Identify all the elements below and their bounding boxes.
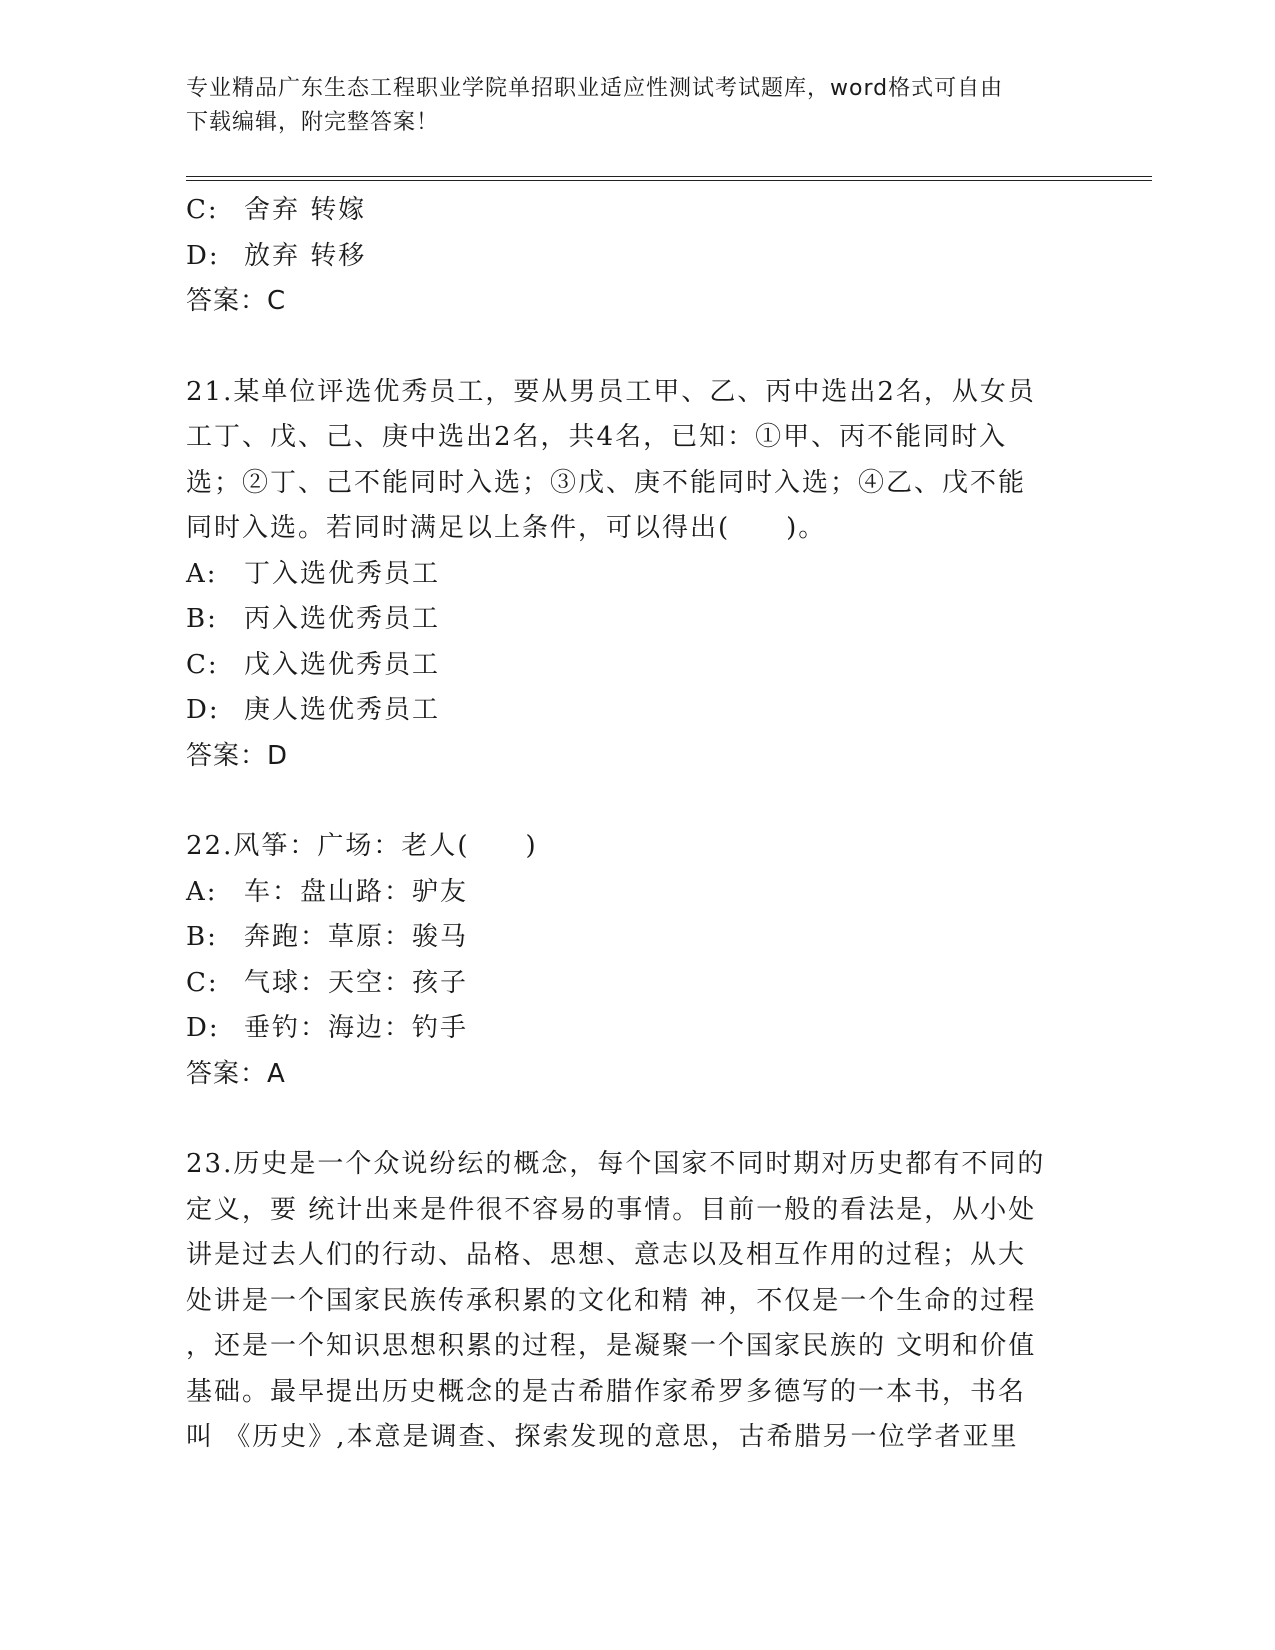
question-stem-line: 22.风筝：广场：老人( ) <box>186 831 538 861</box>
option-letter: B: <box>186 922 218 952</box>
question-stem-line: 同时入选。若同时满足以上条件，可以得出( )。 <box>186 513 827 543</box>
answer-line: 答案：C <box>186 286 287 316</box>
page-header <box>186 72 1086 140</box>
answer-line: 答案：D <box>186 740 289 771</box>
option-b <box>186 597 1086 643</box>
option-text: 舍弃 转嫁 <box>244 195 367 225</box>
option-b <box>186 915 1086 961</box>
document-body <box>186 188 1086 1461</box>
question-stem-line: 叫 《历史》,本意是调查、探索发现的意思，古希腊另一位学者亚里 <box>186 1422 1019 1452</box>
option-d <box>186 1006 1086 1052</box>
question-stem-line: 定义，要 统计出来是件很不容易的事情。目前一般的看法是，从小处 <box>186 1194 1037 1225</box>
option-letter: C: <box>186 967 219 998</box>
question-stem-line: 工丁、戊、己、庚中选出2名，共4名，已知：①甲、丙不能同时入 <box>186 422 1008 452</box>
option-text: 奔跑：草原：骏马 <box>244 922 469 952</box>
option-letter: D: <box>186 240 220 271</box>
option-text: 丁入选优秀员工 <box>244 558 441 589</box>
header-line-2: 下载编辑，附完整答案！ <box>186 110 440 135</box>
question-22 <box>186 824 1086 1097</box>
option-text: 丙入选优秀员工 <box>244 604 441 634</box>
option-letter: A: <box>186 558 218 589</box>
question-21 <box>186 370 1086 780</box>
question-stem-line: 基础。最早提出历史概念的是古希腊作家希罗多德写的一本书，书名 <box>186 1376 1027 1407</box>
option-d <box>186 688 1086 734</box>
option-letter: B: <box>186 604 218 634</box>
answer-line: 答案：A <box>186 1058 286 1089</box>
option-text: 垂钓：海边：钓手 <box>244 1013 469 1043</box>
option-text: 气球：天空：孩子 <box>244 967 469 998</box>
option-text: 戊入选优秀员工 <box>244 649 441 680</box>
question-stem-line: 处讲是一个国家民族传承积累的文化和精 神，不仅是一个生命的过程 <box>186 1285 1037 1316</box>
option-c <box>186 188 1086 234</box>
option-letter: D: <box>186 695 220 725</box>
option-text: 放弃 转移 <box>244 240 367 271</box>
question-stem-line: 21.某单位评选优秀员工，要从男员工甲、乙、丙中选出2名，从女员 <box>186 376 1036 407</box>
header-divider <box>186 176 1152 181</box>
question-stem-line: 选；②丁、己不能同时入选；③戊、庚不能同时入选；④乙、戊不能 <box>186 467 1027 498</box>
option-text: 庚人选优秀员工 <box>244 695 441 725</box>
question-stem-line: 23.历史是一个众说纷纭的概念，每个国家不同时期对历史都有不同的 <box>186 1149 1046 1179</box>
option-letter: C: <box>186 649 219 680</box>
question-stem-line: ，还是一个知识思想积累的过程，是凝聚一个国家民族的 文明和价值 <box>186 1331 1037 1361</box>
option-text: 车：盘山路：驴友 <box>244 876 469 907</box>
option-a <box>186 870 1086 916</box>
option-d <box>186 234 1086 280</box>
question-23 <box>186 1142 1086 1461</box>
option-letter: D: <box>186 1013 220 1043</box>
option-letter: A: <box>186 876 218 907</box>
option-c <box>186 961 1086 1007</box>
option-letter: C: <box>186 195 219 225</box>
option-a <box>186 552 1086 598</box>
question-20-tail <box>186 188 1086 325</box>
question-stem-line: 讲是过去人们的行动、品格、思想、意志以及相互作用的过程；从大 <box>186 1240 1027 1270</box>
option-c <box>186 643 1086 689</box>
header-line-1: 专业精品广东生态工程职业学院单招职业适应性测试考试题库，word格式可自由 <box>186 76 1004 101</box>
